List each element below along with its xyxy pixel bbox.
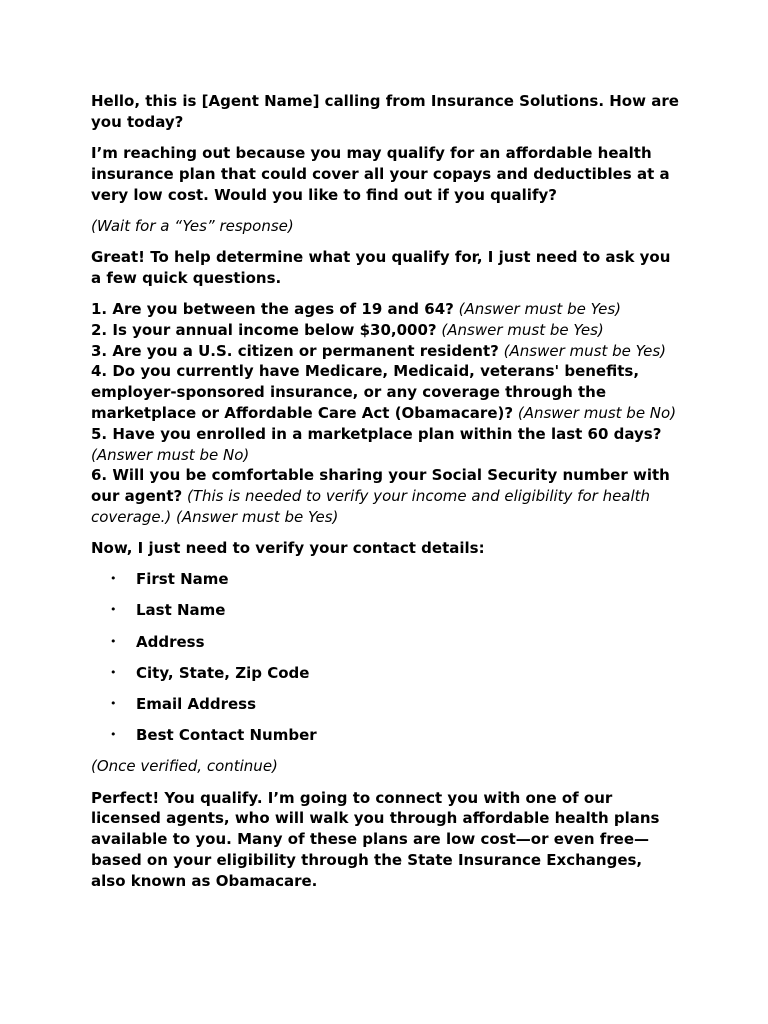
list-item (91, 569, 681, 590)
answer-note: (Answer must be No) (91, 445, 250, 464)
bullet-icon: • (110, 603, 117, 617)
contact-field-label: First Name (136, 570, 229, 589)
question-item (91, 299, 681, 320)
list-item (91, 694, 681, 715)
wait-note: (Wait for a “Yes” response) (91, 216, 294, 235)
list-item (91, 725, 681, 746)
question-item (91, 361, 681, 423)
question-item (91, 424, 681, 466)
question-text: 5. Have you enrolled in a marketplace plan within the last 60 days? (91, 424, 662, 443)
contact-field-label: Best Contact Number (136, 726, 317, 745)
answer-note: (Answer must be Yes) (503, 341, 667, 360)
question-item (91, 341, 681, 362)
bullet-icon: • (110, 728, 117, 742)
contact-field-label: Last Name (136, 601, 226, 620)
list-item (91, 600, 681, 621)
bullet-icon: • (110, 634, 117, 648)
question-text: 6. Will you be comfortable sharing your Social Security number with our agent? (91, 466, 670, 506)
answer-note: (This is needed to verify your income and eligibility for health coverage.) (Answer must be Yes) (91, 487, 651, 526)
question-text: 4. Do you currently have Medicare, Medicaid, veterans' benefits, employer-sponsored insurance, or any coverage through the marketplace or Affordable Care Act (Obamacare)? (91, 362, 640, 422)
questions-intro-paragraph: Great! To help determine what you qualify for, I just need to ask you a few quick questions. (91, 247, 671, 287)
list-item (91, 663, 681, 684)
question-item (91, 320, 681, 341)
closing-paragraph: Perfect! You qualify. I’m going to connect you with one of our licensed agents, who will walk you through affordable health plans available to you. Many of these plans are low cost—or even free—based on your eligibility through the State Insurance Exchanges, also known as Obamacare. (91, 788, 660, 890)
answer-note: (Answer must be Yes) (458, 299, 622, 318)
answer-note: (Answer must be No) (517, 403, 677, 422)
question-text: 1. Are you between the ages of 19 and 64? (91, 299, 454, 318)
contact-details-list (91, 569, 681, 746)
greeting-paragraph: Hello, this is [Agent Name] calling from Insurance Solutions. How are you today? (91, 92, 679, 131)
contact-field-label: Email Address (136, 695, 257, 714)
question-text: 2. Is your annual income below $30,000? (91, 320, 437, 339)
verified-note: (Once verified, continue) (91, 757, 278, 776)
bullet-icon: • (110, 665, 117, 679)
answer-note: (Answer must be Yes) (441, 320, 604, 339)
pitch-paragraph: I’m reaching out because you may qualify for an affordable health insurance plan that could cover all your copays and deductibles at a very low cost. Would you like to find out if you qualify? (91, 143, 670, 204)
bullet-icon: • (110, 572, 117, 586)
contact-field-label: Address (136, 632, 205, 651)
contact-field-label: City, State, Zip Code (136, 663, 310, 682)
document-page (91, 91, 681, 902)
bullet-icon: • (110, 697, 117, 711)
list-item (91, 632, 681, 653)
question-item (91, 465, 681, 527)
question-text: 3. Are you a U.S. citizen or permanent resident? (91, 341, 499, 360)
contact-intro-paragraph: Now, I just need to verify your contact details: (91, 539, 485, 558)
qualification-questions (91, 299, 681, 528)
